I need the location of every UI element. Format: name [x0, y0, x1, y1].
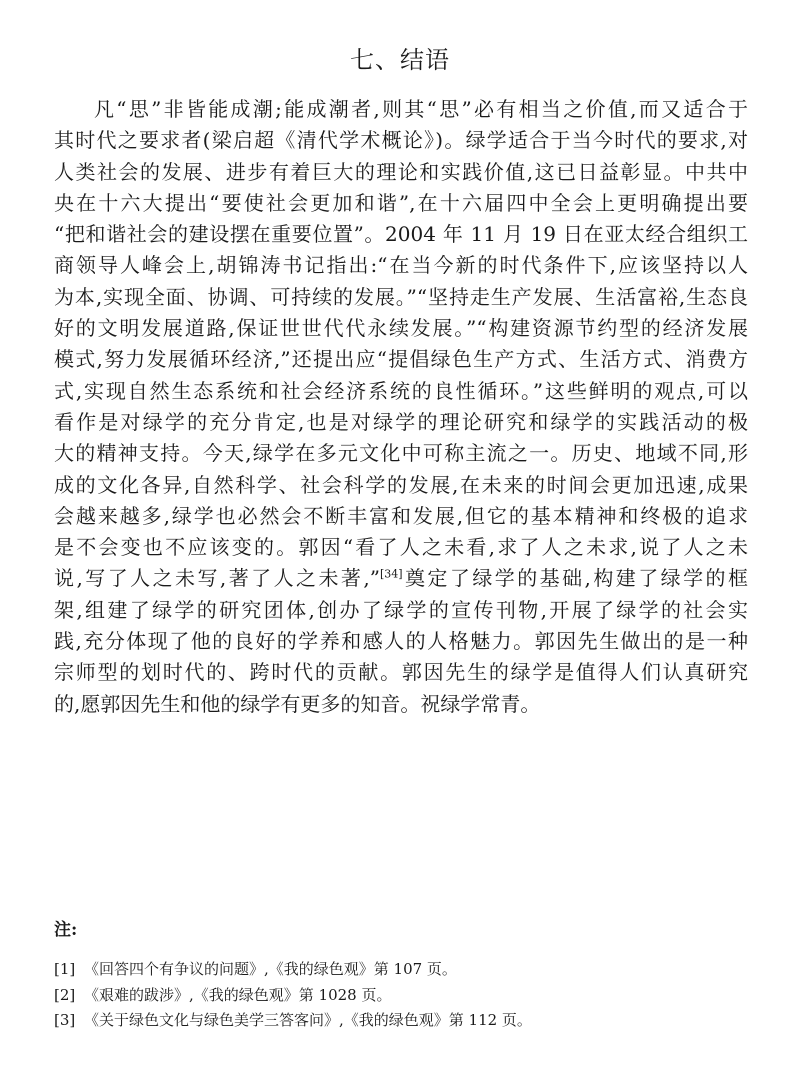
paragraph-line: 大的精神支持。今天,绿学在多元文化中可称主流之一。历史、地域不同,形: [54, 441, 748, 466]
line-part: 奠定了绿学的基础,构建了绿学的框: [402, 566, 749, 591]
section-title: 七、结语: [350, 46, 450, 74]
note-item: [54, 983, 532, 1009]
note-number: [2]: [54, 985, 76, 1004]
paragraph-line: 人类社会的发展、进步有着巨大的理论和实践价值,这已日益彰显。中共中: [54, 159, 748, 184]
paragraph-line: 成的文化各异,自然科学、社会科学的发展,在未来的时间会更加迅速,成果: [54, 472, 748, 497]
paragraph-line: 看作是对绿学的充分肯定,也是对绿学的理论研究和绿学的实践活动的极: [54, 409, 748, 434]
notes-heading: 注:: [54, 920, 78, 940]
paragraph-line: 是不会变也不应该变的。郭因“看了人之未看,求了人之未求,说了人之未: [54, 535, 748, 560]
note-number: [3]: [54, 1011, 76, 1029]
paragraph-line: 会越来越多,绿学也必然会不断丰富和发展,但它的基本精神和终极的追求: [54, 503, 748, 528]
paragraph-line: 的,愿郭因先生和他的绿学有更多的知音。祝绿学常青。: [54, 691, 541, 716]
paragraph-line: “把和谐社会的建设摆在重要位置”。2004 年 11 月 19 日在亚太经合组织工: [54, 222, 748, 247]
paragraph-line: 架,组建了绿学的研究团体,创办了绿学的宣传刊物,开展了绿学的社会实: [54, 597, 748, 622]
citation-marker: [34]: [379, 567, 403, 581]
paragraph-line: 好的文明发展道路,保证世世代代永续发展。”“构建资源节约型的经济发展: [54, 316, 748, 341]
paragraph-line: 央在十六大提出“要使社会更加和谐”,在十六届四中全会上更明确提出要: [54, 190, 748, 215]
paragraph-line: 其时代之要求者(梁启超《清代学术概论》)。绿学适合于当今时代的要求,对: [54, 128, 748, 153]
paragraph-line: 商领导人峰会上,胡锦涛书记指出:“在当今新的时代条件下,应该坚持以人: [54, 253, 748, 278]
note-text: 《关于绿色文化与绿色美学三答客问》,《我的绿色观》第 112 页。: [84, 1011, 532, 1029]
note-text: 《回答四个有争议的问题》,《我的绿色观》第 107 页。: [84, 960, 457, 978]
note-number: [1]: [54, 960, 76, 978]
paragraph-line: 凡“思”非皆能成潮;能成潮者,则其“思”必有相当之价值,而又适合于: [94, 97, 748, 121]
note-text: 《艰难的跋涉》,《我的绿色观》第 1028 页。: [84, 985, 392, 1004]
body-paragraph: [54, 94, 748, 720]
paragraph-line: 为本,实现全面、协调、可持续的发展。”“坚持走生产发展、生活富裕,生态良: [54, 284, 748, 309]
line-part: 说,写了人之未写,著了人之未著,”: [54, 566, 380, 591]
note-item: [54, 1008, 532, 1034]
paragraph-line: 模式,努力发展循环经济,”还提出应“提倡绿色生产方式、生活方式、消费方: [54, 347, 748, 372]
notes-list: [54, 957, 532, 1034]
paragraph-line-with-citation: [54, 563, 748, 594]
paragraph-line: 式,实现自然生态系统和社会经济系统的良性循环。”这些鲜明的观点,可以: [54, 378, 748, 403]
paragraph-line: 践,充分体现了他的良好的学养和感人的人格魅力。郭因先生做出的是一种: [54, 629, 748, 654]
paragraph-line: 宗师型的划时代的、跨时代的贡献。郭因先生的绿学是值得人们认真研究: [54, 660, 748, 685]
note-item: [54, 957, 532, 983]
